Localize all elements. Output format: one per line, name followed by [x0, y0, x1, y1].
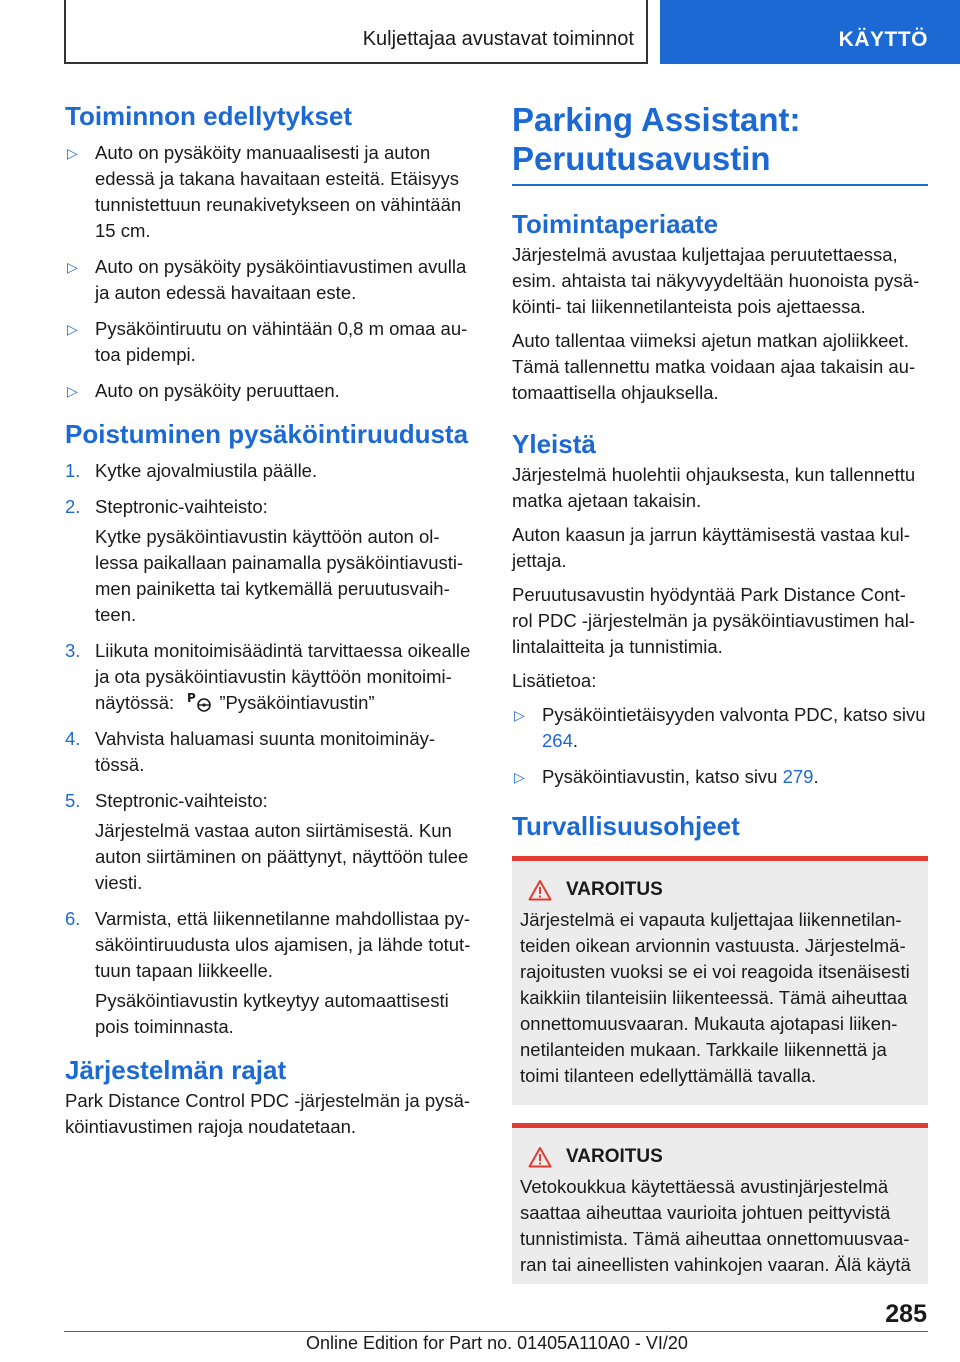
parking-assistant-icon — [187, 691, 213, 713]
warning-triangle-icon — [528, 1146, 552, 1168]
principle-paragraph-2: Auto tallentaa viimeksi ajetun matkan ajoliikkeet. Tämä tallennettu matka voidaan ajaa takaisin au‐ tomaattisella ohjauksella. — [512, 330, 916, 403]
general-paragraph-2: Auton kaasun ja jarrun käyttämisestä vastaa kul‐ jettaja. — [512, 524, 910, 571]
svg-text:P: P — [187, 691, 197, 705]
footer-edition: Online Edition for Part no. 01405A110A0 - VI/20 — [306, 1333, 688, 1353]
header-section-title: Kuljettajaa avustavat toiminnot — [362, 28, 634, 50]
list-item: 6. Varmista, että liikennetilanne mahdollistaa py‐ säköintiruudusta ulos ajamisen, ja lähde totut‐ tuun tapaan liikkeelle. Pysäköintiavustin kytkeytyy automaattisesti pois toiminnasta. — [65, 906, 480, 1040]
list-item: ▷ Pysäköintiruutu on vähintään 0,8 m omaa au‐ toa pidempi. — [67, 318, 468, 365]
general-paragraph-3: Peruutusavustin hyödyntää Park Distance Cont‐ rol PDC -järjestelmän ja pysäköintiavustimen hal‐ lintalaitteita ja tunnistimia. — [512, 584, 916, 657]
more-info-label: Lisätietoa: — [512, 670, 597, 691]
header-chapter-title: KÄYTTÖ — [838, 28, 928, 51]
footer-divider — [64, 1331, 928, 1332]
requirements-list — [65, 140, 480, 404]
triangle-bullet-icon: ▷ — [67, 259, 78, 275]
list-item: ▷ Auto on pysäköity manuaalisesti ja auton edessä ja takana havaitaan esteitä. Etäisyys tunnistettuun reunakivetykseen on vähintään 15 cm. — [67, 142, 462, 241]
warning-text: Järjestelmä ei vapauta kuljettajaa liikennetilan‐ teiden oikean arvionnin vastuusta. Järjestelmä‐ rajoitusten vuoksi se ei voi reagoida itsenäisesti kaikkiin tilanteisiin liikenteessä. Tämä aiheuttaa onnettomuusvaaran. Mukauta ajotapasi liiken‐ netilanteiden mukaan. Tarkkaile liikennettä ja toimi tilanteen edellyttämällä tavalla. — [520, 909, 910, 1086]
page-number: 285 — [885, 1300, 927, 1328]
header-section-box — [64, 0, 648, 64]
heading-exit: Poistuminen pysäköintiruudusta — [65, 419, 469, 449]
list-item: 2. Steptronic-vaihteisto: Kytke pysäköintiavustin käyttöön auton ol‐ lessa paikallaan painamalla pysäköintiavusti‐ men painiketta tai kytkemällä peruutusvaih‐ teen. — [65, 494, 480, 628]
exit-steps-list — [65, 458, 480, 1040]
list-item: 3. Liikuta monitoimisäädintä tarvittaessa oikealle ja ota pysäköintiavustin käyttöön monitoimi‐ näytössä: P ”Pysäköintiavustin” — [65, 640, 471, 713]
list-item: ▷ Auto on pysäköity pysäköintiavustimen avulla ja auton edessä havaitaan este. — [67, 256, 467, 303]
triangle-bullet-icon: ▷ — [67, 383, 78, 399]
warning-text: Vetokoukkua käytettäessä avustinjärjestelmä saattaa aiheuttaa vaurioita johtuen peittyvistä tunnistimista. Tämä aiheuttaa onnettomuusvaa‐ ran tai aineellisten vahinkojen vaaran. Älä käytä — [520, 1176, 911, 1275]
list-item: ▷ Pysäköintiavustin, katso sivu 279. — [512, 764, 928, 790]
heading-requirements: Toiminnon edellytykset — [65, 101, 353, 131]
heading-general: Yleistä — [512, 429, 596, 459]
page-title: Parking Assistant: Peruutusavustin — [512, 100, 928, 186]
triangle-bullet-icon: ▷ — [514, 707, 525, 723]
limits-text: Park Distance Control PDC -järjestelmän ja pysä‐ köintiavustimen rajoja noudatetaan. — [65, 1090, 471, 1137]
warning-triangle-icon — [528, 879, 552, 901]
triangle-bullet-icon: ▷ — [67, 145, 78, 161]
triangle-bullet-icon: ▷ — [514, 769, 525, 785]
heading-principle: Toimintaperiaate — [512, 209, 719, 239]
step-sub-text: Pysäköintiavustin kytkeytyy automaattisesti pois toiminnasta. — [95, 990, 449, 1037]
list-item: ▷ Auto on pysäköity peruuttaen. — [65, 378, 480, 404]
general-paragraph-1: Järjestelmä huolehtii ohjauksesta, kun tallennettu matka ajetaan takaisin. — [512, 464, 916, 511]
step-sub-text: Järjestelmä vastaa auton siirtämisestä. Kun auton siirtäminen on päättynyt, näyttöön tulee viesti. — [95, 820, 469, 893]
warning-box — [512, 856, 928, 1105]
left-column — [65, 100, 480, 1148]
list-item: ▷ Pysäköintietäisyyden valvonta PDC, katso sivu 264. — [514, 704, 926, 751]
page-link-264[interactable]: 264 — [542, 730, 573, 751]
warning-box — [512, 1123, 928, 1284]
header-chapter-tab — [660, 0, 960, 64]
step-sub-text: Kytke pysäköintiavustin käyttöön auton ol‐ lessa paikallaan painamalla pysäköintiavusti‐ men painiketta tai kytkemällä peruutusvaih‐ teen. — [95, 526, 464, 625]
list-item: 1. Kytke ajovalmiustila päälle. — [65, 460, 318, 481]
reference-list — [512, 702, 928, 790]
right-column — [512, 100, 928, 1284]
list-item: 5. Steptronic-vaihteisto: Järjestelmä vastaa auton siirtämisestä. Kun auton siirtäminen on päättynyt, näyttöön tulee viesti. — [65, 788, 480, 896]
list-item: 4. Vahvista haluamasi suunta monitoiminäy‐ tössä. — [65, 728, 436, 775]
warning-title: VAROITUS — [520, 877, 920, 903]
triangle-bullet-icon: ▷ — [67, 321, 78, 337]
warning-title: VAROITUS — [520, 1144, 920, 1170]
principle-paragraph-1: Järjestelmä avustaa kuljettajaa peruutettaessa, esim. ahtaista tai näkyvyydeltään huonoista pysä‐ köinti- tai liikennetilanteista pois ajettaessa. — [512, 244, 920, 317]
page-link-279[interactable]: 279 — [782, 766, 814, 787]
heading-safety: Turvallisuusohjeet — [512, 811, 740, 841]
heading-limits: Järjestelmän rajat — [65, 1055, 287, 1085]
